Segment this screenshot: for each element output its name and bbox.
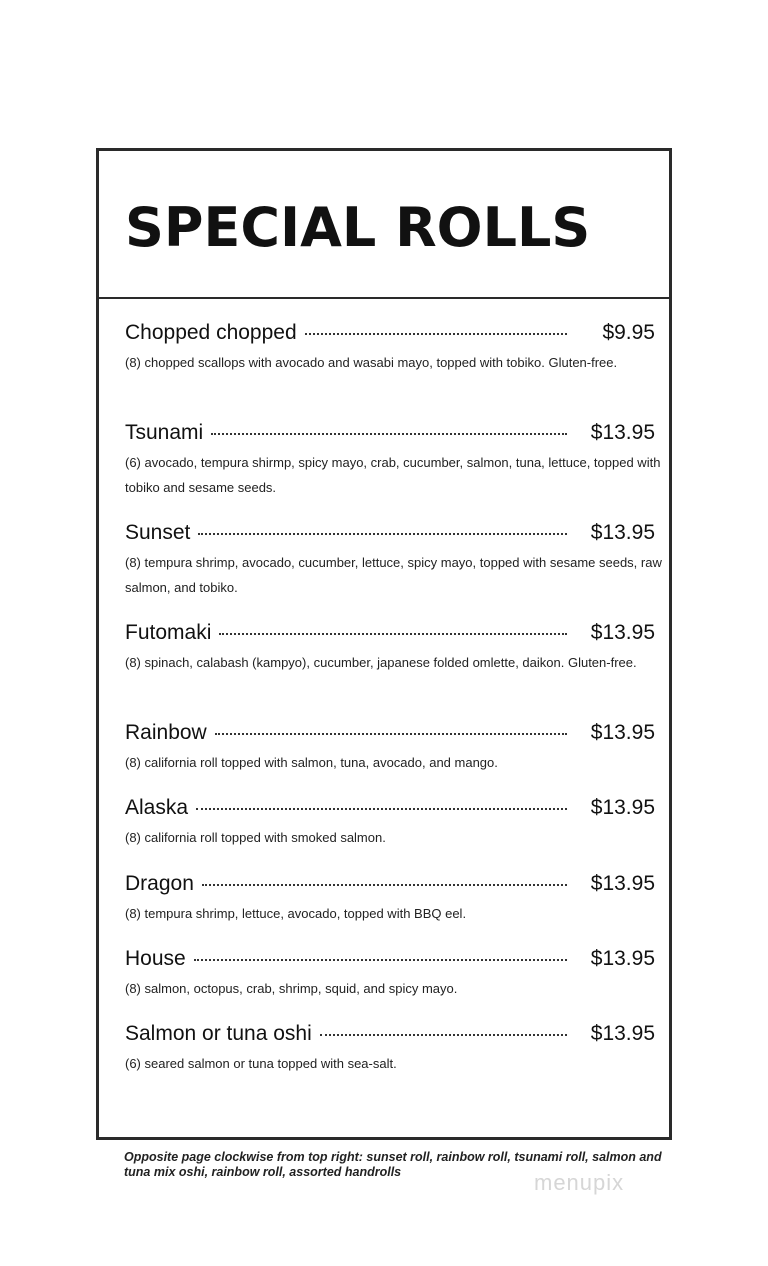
- item-name: Chopped chopped: [125, 321, 297, 344]
- dot-leader: [215, 733, 567, 735]
- menu-item: [125, 794, 655, 850]
- dot-leader: [211, 433, 567, 435]
- item-description: (8) california roll topped with smoked salmon.: [125, 830, 386, 845]
- item-name: Salmon or tuna oshi: [125, 1022, 312, 1045]
- item-description: (8) tempura shrimp, lettuce, avocado, topped with BBQ eel.: [125, 906, 467, 921]
- item-description: (8) salmon, octopus, crab, shrimp, squid, and spicy mayo.: [125, 981, 458, 996]
- dot-leader: [320, 1034, 567, 1036]
- dot-leader: [219, 633, 567, 635]
- item-name: Sunset: [125, 521, 191, 544]
- item-description: (6) seared salmon or tuna topped with sea-salt.: [125, 1056, 397, 1071]
- item-price: $13.95: [590, 621, 655, 644]
- menu-item: [125, 945, 655, 1001]
- dot-leader: [194, 959, 567, 961]
- item-name: Rainbow: [125, 721, 207, 744]
- watermark-logo: menupix: [534, 1170, 625, 1195]
- menu-card: [96, 148, 672, 1140]
- item-price: $13.95: [590, 796, 655, 819]
- menu-item: [125, 870, 655, 926]
- dot-leader: [196, 808, 567, 810]
- item-description: (8) tempura shrimp, avocado, cucumber, lettuce, spicy mayo, topped with sesame seeds, raw salmon, and tobiko.: [125, 555, 662, 595]
- title-section: [99, 151, 669, 299]
- item-description: (6) avocado, tempura shirmp, spicy mayo, crab, cucumber, salmon, tuna, lettuce, topped with tobiko and sesame seeds.: [125, 455, 661, 495]
- menu-item: [125, 719, 655, 775]
- item-description: (8) chopped scallops with avocado and wasabi mayo, topped with tobiko. Gluten-free.: [125, 355, 618, 370]
- item-name: Tsunami: [125, 421, 204, 444]
- menu-item: [125, 1020, 655, 1076]
- item-price: $13.95: [590, 721, 655, 744]
- item-price: $13.95: [590, 947, 655, 970]
- item-description: (8) spinach, calabash (kampyo), cucumber, japanese folded omlette, daikon. Gluten-free.: [125, 655, 637, 670]
- page-title: SPECIAL ROLLS: [125, 196, 591, 259]
- item-price: $13.95: [590, 421, 655, 444]
- menu-item: [125, 619, 655, 675]
- dot-leader: [305, 333, 567, 335]
- item-price: $13.95: [590, 521, 655, 544]
- dot-leader: [202, 884, 567, 886]
- item-price: $13.95: [590, 1022, 655, 1045]
- item-description: (8) california roll topped with salmon, tuna, avocado, and mango.: [125, 755, 498, 770]
- item-name: House: [125, 947, 186, 970]
- item-price: $9.95: [602, 321, 655, 344]
- menu-item: [125, 519, 662, 600]
- photo-caption: Opposite page clockwise from top right: sunset roll, rainbow roll, tsunami roll, salmon and tuna mix oshi, rainbow roll, assorted handrolls: [124, 1150, 662, 1179]
- dot-leader: [198, 533, 567, 535]
- menu-item: [125, 319, 655, 375]
- menu-item: [125, 419, 661, 500]
- item-name: Dragon: [125, 872, 194, 895]
- item-price: $13.95: [590, 872, 655, 895]
- item-name: Futomaki: [125, 621, 212, 644]
- item-name: Alaska: [125, 796, 189, 819]
